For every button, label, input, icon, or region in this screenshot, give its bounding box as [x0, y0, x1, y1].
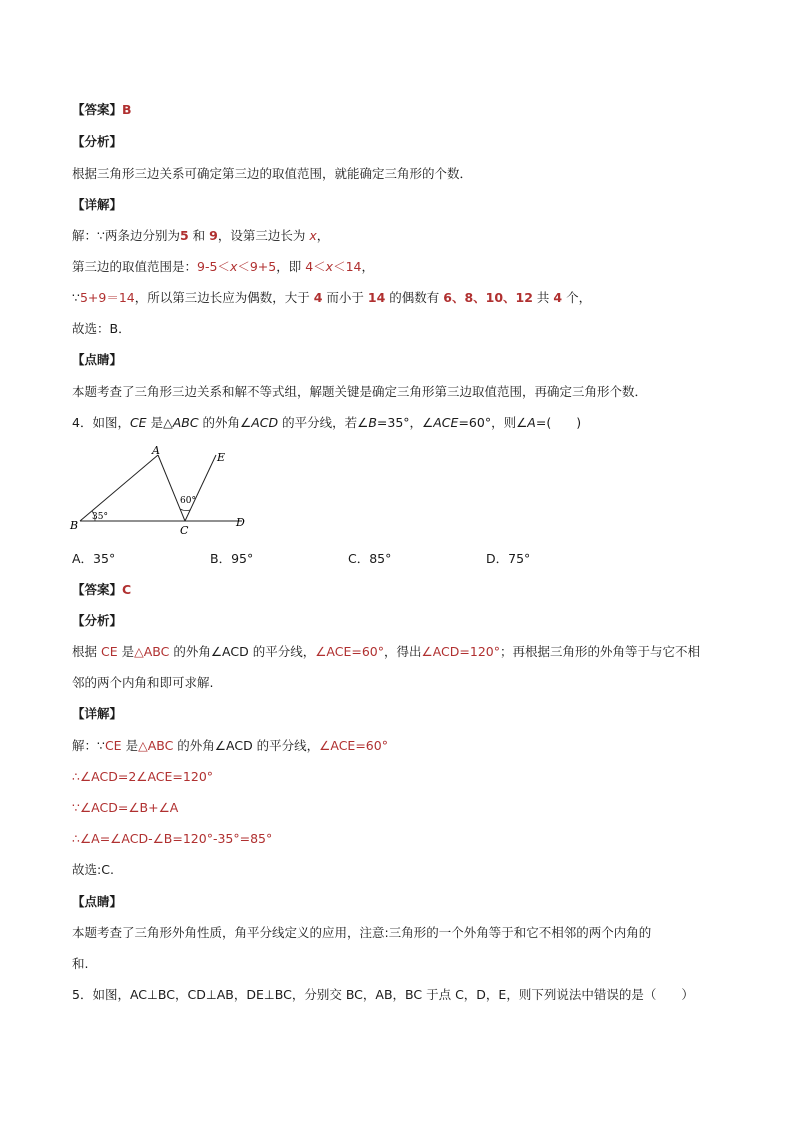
q4-analysis-line-1: [72, 644, 700, 660]
variable: ACD: [251, 415, 279, 430]
label-A: A: [152, 444, 160, 457]
q3-detail-line-3: [72, 290, 591, 306]
text: ∵: [72, 290, 80, 305]
value: ∠ACE=60°: [315, 644, 384, 659]
text: 根据: [72, 644, 101, 659]
text: =60°，则∠: [458, 415, 528, 430]
variable: A: [527, 415, 536, 430]
q3-analysis-label: 【分析】: [72, 134, 123, 149]
text: ，设第三边长为: [217, 228, 310, 243]
q4-detail-line-4: ∴∠A=∠ACD-∠B=120°-35°=85°: [72, 831, 273, 846]
answer-label: 【答案】: [72, 102, 123, 117]
variable: ACE: [433, 415, 459, 430]
q4-comment-label: 【点睛】: [72, 894, 123, 909]
variable: ABC: [172, 415, 199, 430]
variable: x: [325, 259, 334, 274]
angle-arc-C: [180, 509, 190, 511]
option-d: D．75°: [486, 551, 531, 566]
value: 9: [209, 228, 218, 243]
variable: CE: [129, 415, 147, 430]
q3-detail-line-2: [72, 259, 374, 275]
label-E: E: [217, 451, 226, 464]
q4-answer-line: [72, 582, 131, 598]
q5-stem: 5．如图，AC⊥BC，CD⊥AB，DE⊥BC，分别交 BC，AB，BC 于点 C，D，E，则下列说法中错误的是（ ）: [72, 987, 694, 1002]
text: 共: [532, 290, 554, 305]
value: ∠ACE=60°: [319, 738, 388, 753]
text: ，即: [276, 259, 306, 274]
variable: B: [368, 415, 377, 430]
value: ＜9+5: [237, 259, 277, 274]
q4-stem: [72, 415, 581, 431]
q4-comment-line-1: 本题考查了三角形外角性质，角平分线定义的应用，注意:三角形的一个外角等于和它不相邻的两个内角的: [72, 925, 652, 940]
text: 的外角∠ACD 的平分线，: [173, 738, 320, 753]
q3-detail-line-4: 故选：B．: [72, 321, 131, 336]
triangle-figure: [66, 442, 256, 540]
text: 的外角∠ACD 的平分线，: [169, 644, 316, 659]
text: 个，: [562, 290, 592, 305]
text: 的偶数有: [385, 290, 444, 305]
text: 和: [188, 228, 210, 243]
value: 14: [367, 290, 386, 305]
value: 9-5＜: [197, 259, 230, 274]
answer-value: C: [122, 582, 132, 597]
text: 第三边的取值范围是：: [72, 259, 198, 274]
option-a: A．35°: [72, 551, 116, 566]
q4-detail-line-3: ∵∠ACD=∠B+∠A: [72, 800, 179, 815]
text: =35°，∠: [376, 415, 434, 430]
answer-label: 【答案】: [72, 582, 123, 597]
value: CE: [104, 738, 122, 753]
q3-comment-text: 本题考查了三角形三边关系和解不等式组，解题关键是确定三角形第三边取值范围，再确定三角形个数．: [72, 384, 648, 399]
variable: x: [309, 228, 317, 243]
line-CE: [185, 455, 216, 521]
value: CE: [100, 644, 118, 659]
text: 是: [117, 644, 135, 659]
angle-label-C: 60°: [180, 496, 196, 506]
q3-detail-label: 【详解】: [72, 197, 123, 212]
angle-label-B: 35°: [92, 512, 108, 522]
text: ，: [361, 259, 374, 274]
q4-detail-line-5: 故选:C.: [72, 862, 114, 877]
value: 5: [179, 228, 189, 243]
text: 是△: [146, 415, 173, 430]
answer-value: B: [122, 102, 132, 117]
text: ，所以第三边长应为偶数，大于: [134, 290, 314, 305]
value: ＜14: [333, 259, 362, 274]
line-AC: [158, 455, 185, 521]
q4-analysis-line-2: 邻的两个内角和即可求解.: [72, 675, 214, 690]
option-c: C．85°: [348, 551, 392, 566]
text: 的平分线，若∠: [278, 415, 369, 430]
text: 解：∵两条边分别为: [72, 228, 180, 243]
q4-analysis-label: 【分析】: [72, 613, 123, 628]
text: ，得出: [384, 644, 422, 659]
option-b: B．95°: [210, 551, 254, 566]
value: 5+9＝14: [79, 290, 135, 305]
q3-answer-line: [72, 102, 132, 118]
label-D: D: [236, 516, 245, 529]
text: ；再根据三角形的外角等于与它不相: [500, 644, 701, 659]
text: 而小于: [322, 290, 368, 305]
value: 4: [553, 290, 563, 305]
q3-detail-line-1: [72, 228, 329, 244]
q3-comment-label: 【点睛】: [72, 352, 123, 367]
value: △ABC: [134, 644, 170, 659]
label-B: B: [70, 519, 79, 532]
value: 4: [313, 290, 323, 305]
text: 是: [121, 738, 139, 753]
text: 的外角∠: [198, 415, 252, 430]
value: 6、8、10、12: [443, 290, 533, 305]
q3-analysis-text: 根据三角形三边关系可确定第三边的取值范围，就能确定三角形的个数．: [72, 166, 473, 181]
q4-detail-line-1: [72, 738, 388, 754]
q4-detail-line-2: ∴∠ACD=2∠ACE=120°: [72, 769, 214, 784]
value: 4＜: [305, 259, 326, 274]
variable: x: [229, 259, 238, 274]
text: ，: [316, 228, 330, 243]
text: 4．如图，: [72, 415, 130, 430]
label-C: C: [180, 524, 189, 537]
value: △ABC: [138, 738, 174, 753]
q4-detail-label: 【详解】: [72, 706, 123, 721]
q4-comment-line-2: 和.: [72, 956, 89, 971]
text: =( ): [535, 415, 582, 430]
text: 解：∵: [72, 738, 105, 753]
value: ∠ACD=120°: [421, 644, 500, 659]
